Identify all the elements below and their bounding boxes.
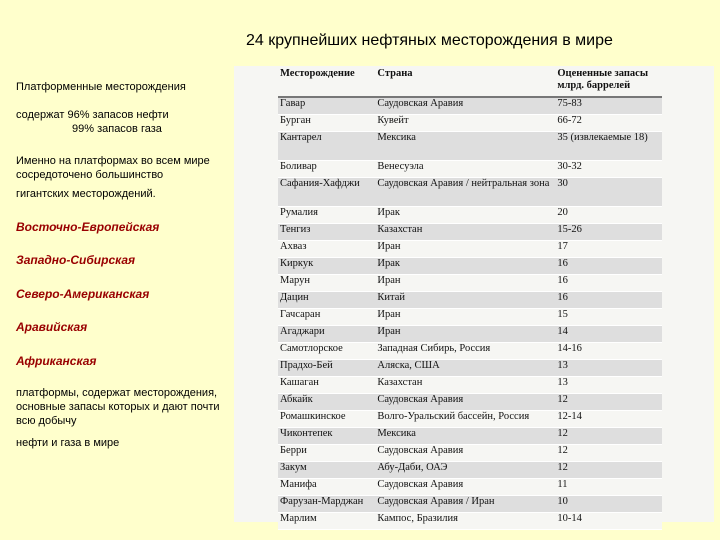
cell-country: Мексика xyxy=(375,428,555,445)
table-panel xyxy=(234,66,714,522)
cell-country: Аляска, США xyxy=(375,360,555,377)
cell-field: Гавар xyxy=(278,97,375,115)
platform-west-siberian: Западно-Сибирская xyxy=(16,253,136,267)
cell-reserves: 14-16 xyxy=(555,343,662,360)
header-country: Страна xyxy=(375,66,555,97)
cell-country: Кампос, Бразилия xyxy=(375,513,555,530)
cell-reserves: 15 xyxy=(555,309,662,326)
text-gas-share: 99% запасов газа xyxy=(72,123,162,135)
cell-country: Западная Сибирь, Россия xyxy=(375,343,555,360)
header-field: Месторождение xyxy=(278,66,375,97)
cell-reserves: 12 xyxy=(555,394,662,411)
cell-reserves: 12 xyxy=(555,462,662,479)
cell-country: Саудовская Аравия xyxy=(375,394,555,411)
cell-country: Абу-Даби, ОАЭ xyxy=(375,462,555,479)
text-world-oil-gas: нефти и газа в мире xyxy=(16,437,120,449)
cell-field: Берри xyxy=(278,445,375,462)
cell-reserves: 20 xyxy=(555,207,662,224)
cell-field: Закум xyxy=(278,462,375,479)
cell-country: Ирак xyxy=(375,207,555,224)
table-row xyxy=(278,97,662,115)
cell-field: Чиконтепек xyxy=(278,428,375,445)
cell-field: Тенгиз xyxy=(278,224,375,241)
cell-reserves: 15-26 xyxy=(555,224,662,241)
header-reserves: Оцененные запасы млрд. баррелей xyxy=(555,66,662,97)
cell-field: Бурган xyxy=(278,115,375,132)
table-body xyxy=(278,97,662,530)
cell-reserves: 16 xyxy=(555,275,662,292)
cell-reserves: 11 xyxy=(555,479,662,496)
cell-country: Мексика xyxy=(375,132,555,161)
table-row xyxy=(278,445,662,462)
platform-east-european: Восточно-Европейская xyxy=(16,220,160,234)
table-header-row xyxy=(278,66,662,97)
cell-country: Саудовская Аравия xyxy=(375,479,555,496)
table-row xyxy=(278,309,662,326)
cell-reserves: 12-14 xyxy=(555,411,662,428)
oil-fields-table xyxy=(278,66,662,530)
platform-arabian: Аравийская xyxy=(16,320,88,334)
table-row xyxy=(278,132,662,161)
platform-north-american: Северо-Американская xyxy=(16,287,150,301)
table-row xyxy=(278,178,662,207)
cell-country: Иран xyxy=(375,275,555,292)
cell-reserves: 12 xyxy=(555,445,662,462)
cell-field: Сафания-Хафджи xyxy=(278,178,375,207)
cell-country: Иран xyxy=(375,309,555,326)
text-platform-fields: Платформенные месторождения xyxy=(16,81,186,93)
cell-country: Саудовская Аравия xyxy=(375,97,555,115)
table-row xyxy=(278,496,662,513)
cell-field: Агаджари xyxy=(278,326,375,343)
cell-reserves: 14 xyxy=(555,326,662,343)
table-row xyxy=(278,207,662,224)
table-row xyxy=(278,479,662,496)
cell-reserves: 10-14 xyxy=(555,513,662,530)
cell-reserves: 35 (извлекаемые 18) xyxy=(555,132,662,161)
cell-country: Саудовская Аравия / нейтральная зона xyxy=(375,178,555,207)
cell-country: Кувейт xyxy=(375,115,555,132)
cell-field: Дацин xyxy=(278,292,375,309)
cell-field: Ахваз xyxy=(278,241,375,258)
platform-african: Африканская xyxy=(16,354,97,368)
cell-field: Марлим xyxy=(278,513,375,530)
cell-field: Марун xyxy=(278,275,375,292)
cell-reserves: 66-72 xyxy=(555,115,662,132)
table-row xyxy=(278,377,662,394)
cell-country: Саудовская Аравия / Иран xyxy=(375,496,555,513)
cell-field: Румалия xyxy=(278,207,375,224)
cell-reserves: 17 xyxy=(555,241,662,258)
table-row xyxy=(278,115,662,132)
text-giant-fields: гигантских месторождений. xyxy=(16,188,156,200)
table-row xyxy=(278,258,662,275)
cell-country: Венесуэла xyxy=(375,161,555,178)
cell-country: Казахстан xyxy=(375,377,555,394)
cell-country: Иран xyxy=(375,326,555,343)
cell-reserves: 12 xyxy=(555,428,662,445)
slide-title: 24 крупнейших нефтяных месторождения в мире xyxy=(246,32,613,49)
cell-country: Волго-Уральский бассейн, Россия xyxy=(375,411,555,428)
cell-country: Казахстан xyxy=(375,224,555,241)
cell-field: Кантарел xyxy=(278,132,375,161)
cell-field: Ромашкинское xyxy=(278,411,375,428)
cell-reserves: 75-83 xyxy=(555,97,662,115)
text-platforms-contain: платформы, содержат месторождения, основные запасы которых и дают почти всю добычу xyxy=(16,387,220,427)
cell-field: Киркук xyxy=(278,258,375,275)
cell-reserves: 30-32 xyxy=(555,161,662,178)
cell-field: Манифа xyxy=(278,479,375,496)
cell-field: Самотлорское xyxy=(278,343,375,360)
text-oil-share: содержат 96% запасов нефти xyxy=(16,109,169,121)
table-row xyxy=(278,394,662,411)
cell-reserves: 30 xyxy=(555,178,662,207)
cell-field: Боливар xyxy=(278,161,375,178)
cell-country: Китай xyxy=(375,292,555,309)
cell-reserves: 10 xyxy=(555,496,662,513)
table-row xyxy=(278,161,662,178)
cell-country: Саудовская Аравия xyxy=(375,445,555,462)
table-row xyxy=(278,462,662,479)
cell-reserves: 13 xyxy=(555,377,662,394)
cell-reserves: 13 xyxy=(555,360,662,377)
table-row xyxy=(278,275,662,292)
cell-reserves: 16 xyxy=(555,292,662,309)
table-row xyxy=(278,326,662,343)
cell-field: Кашаган xyxy=(278,377,375,394)
cell-field: Фарузан-Марджан xyxy=(278,496,375,513)
cell-country: Ирак xyxy=(375,258,555,275)
table-row xyxy=(278,513,662,530)
table-row xyxy=(278,292,662,309)
table-row xyxy=(278,343,662,360)
table-row xyxy=(278,360,662,377)
text-concentration: Именно на платформах во всем мире сосредоточено большинство xyxy=(16,155,210,181)
cell-country: Иран xyxy=(375,241,555,258)
table-row xyxy=(278,411,662,428)
cell-reserves: 16 xyxy=(555,258,662,275)
cell-field: Абкайк xyxy=(278,394,375,411)
table-row xyxy=(278,241,662,258)
cell-field: Прадхо-Бей xyxy=(278,360,375,377)
table-row xyxy=(278,428,662,445)
cell-field: Гачсаран xyxy=(278,309,375,326)
table-row xyxy=(278,224,662,241)
